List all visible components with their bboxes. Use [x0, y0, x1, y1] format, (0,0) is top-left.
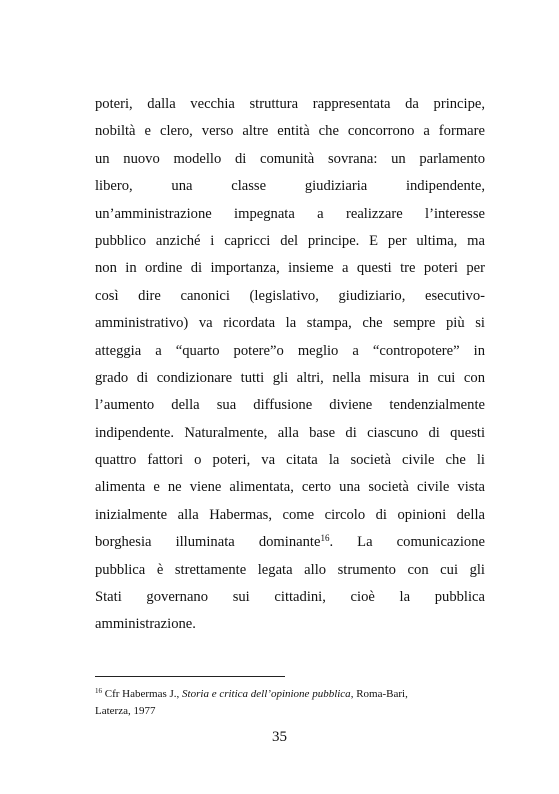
footnote-title: Storia e critica dell’opinione pubblica	[182, 688, 351, 700]
text-line-16: inizialmente alla Habermas, come circolo di opinioni della	[95, 506, 485, 523]
text-line-10: atteggia a “quarto potere”o meglio a “contropotere” in	[95, 342, 485, 359]
footnote-separator	[95, 676, 285, 677]
text-line-12: l’aumento della sua diffusione diviene tendenzialmente	[95, 397, 485, 414]
text-line-15: alimenta e ne viene alimentata, certo una società civile vista	[95, 479, 485, 496]
page-number: 35	[272, 729, 287, 745]
text-line-5: un’amministrazione impegnata a realizzare l’interesse	[95, 205, 485, 222]
text-line-18: pubblica è strettamente legata allo strumento con cui gli	[95, 561, 485, 578]
text-line-17	[95, 529, 485, 556]
text-line-2: nobiltà e clero, verso altre entità che concorrono a formare	[95, 123, 485, 140]
footnote-line-2: Laterza, 1977	[95, 705, 156, 717]
text-line-9: amministrativo) va ricordata la stampa, che sempre più si	[95, 315, 485, 332]
text-line-20: amministrazione.	[95, 616, 196, 633]
text-line-6: pubblico anziché i capricci del principe. E per ultima, ma	[95, 232, 485, 249]
text-line-17-start: borghesia illuminata dominante	[95, 534, 321, 551]
text-line-1: poteri, dalla vecchia struttura rappresentata da principe,	[95, 96, 485, 112]
text-line-11: grado di condizionare tutti gli altri, nella misura in cui con	[95, 369, 485, 386]
text-line-3: un nuovo modello di comunità sovrana: un parlamento	[95, 150, 485, 167]
footnote-reference[interactable]: 16	[320, 533, 330, 544]
text-line-7: non in ordine di importanza, insieme a questi tre poteri per	[95, 260, 485, 277]
text-line-13: indipendente. Naturalmente, alla base di ciascuno di questi	[95, 424, 485, 441]
footnote-number: 16	[95, 687, 102, 695]
text-line-14: quattro fattori o poteri, va citata la società civile che li	[95, 452, 485, 469]
footnote	[95, 686, 485, 720]
text-line-17-end: . La comunicazione	[329, 534, 485, 551]
footnote-suffix: , Roma-Bari,	[350, 688, 408, 700]
text-line-8: così dire canonici (legislativo, giudiziario, esecutivo-	[95, 287, 485, 304]
footnote-line-1	[95, 686, 485, 703]
text-line-19: Stati governano sui cittadini, cioè la pubblica	[95, 589, 485, 606]
footnote-prefix: Cfr Habermas J.,	[102, 688, 183, 700]
body-text	[95, 91, 485, 639]
text-line-4: libero, una classe giudiziaria indipendente,	[95, 178, 485, 195]
